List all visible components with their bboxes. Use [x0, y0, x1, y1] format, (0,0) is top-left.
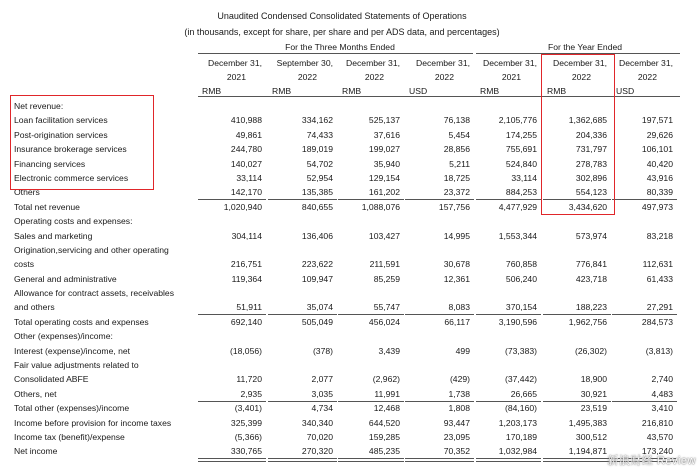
row-value: 506,240: [505, 273, 537, 284]
row-value: 216,810: [641, 417, 673, 428]
row-value: 304,114: [231, 230, 262, 241]
row-value: 284,573: [641, 316, 673, 327]
column-header-currency: RMB: [547, 86, 567, 96]
row-value: 300,512: [575, 431, 607, 442]
total-double-underline: [198, 458, 266, 462]
row-label: Net revenue:: [14, 101, 64, 111]
row-value: (2,962): [372, 374, 400, 385]
row-value: 1,495,383: [568, 417, 607, 428]
table-row: [0, 329, 700, 343]
total-double-underline: [405, 458, 474, 462]
row-value: 199,027: [368, 144, 400, 155]
row-value: 370,154: [505, 302, 537, 313]
table-row: [0, 416, 700, 430]
row-value: 840,655: [301, 201, 333, 212]
total-double-underline: [543, 458, 611, 462]
column-header-year: 2022: [297, 72, 317, 82]
group-underline-three-months: [198, 53, 473, 54]
table-row: [0, 286, 700, 300]
row-value: 70,020: [306, 431, 333, 442]
row-value: 423,718: [575, 273, 607, 284]
row-label: Post-origination services: [14, 129, 108, 140]
row-value: (429): [449, 374, 470, 385]
row-value: 5,211: [449, 158, 470, 169]
column-header-currency: USD: [409, 86, 428, 96]
column-header-date: December 31,: [346, 58, 400, 68]
row-value: 23,372: [443, 187, 470, 198]
row-value: (84,160): [504, 403, 537, 414]
row-label: Net income: [14, 446, 58, 457]
row-value: 760,858: [505, 259, 537, 270]
row-value: 2,105,776: [498, 115, 537, 126]
row-value: 3,439: [378, 345, 400, 356]
row-value: 37,616: [373, 129, 400, 140]
row-value: 11,720: [236, 374, 262, 385]
row-value: 505,049: [301, 316, 333, 327]
column-header-year: 2022: [434, 72, 454, 82]
row-value: 456,024: [368, 316, 400, 327]
row-label: General and administrative: [14, 273, 117, 284]
row-value: 83,218: [646, 230, 673, 241]
row-value: 1,362,685: [568, 115, 607, 126]
row-value: 109,947: [301, 273, 333, 284]
column-header-currency: RMB: [480, 86, 500, 96]
row-value: 223,622: [301, 259, 333, 270]
table-row: [0, 315, 700, 329]
row-value: 1,203,173: [498, 417, 537, 428]
row-value: 43,570: [646, 431, 673, 442]
column-header-date: December 31,: [208, 58, 262, 68]
row-value: 573,974: [575, 230, 607, 241]
row-value: 197,571: [641, 115, 673, 126]
row-value: (73,383): [504, 345, 537, 356]
row-label: Others: [14, 187, 40, 198]
column-header-year: 2021: [226, 72, 246, 82]
row-value: 644,520: [368, 417, 400, 428]
row-value: 270,320: [301, 446, 333, 457]
table-row: [0, 372, 700, 386]
row-label: Income before provision for income taxes: [14, 417, 172, 428]
row-value: 2,740: [651, 374, 673, 385]
row-value: 1,020,940: [223, 201, 262, 212]
table-row: [0, 272, 700, 286]
row-value: (26,302): [574, 345, 607, 356]
row-label: Other (expenses)/income:: [14, 331, 113, 342]
row-value: 1,553,344: [498, 230, 537, 241]
total-double-underline: [338, 458, 404, 462]
row-value: 170,189: [505, 431, 537, 442]
row-value: 410,988: [230, 115, 262, 126]
row-value: 1,962,756: [568, 316, 607, 327]
row-label: Financing services: [14, 158, 86, 169]
row-value: 74,433: [306, 129, 333, 140]
row-value: 8,083: [448, 302, 470, 313]
row-value: 1,808: [448, 403, 470, 414]
row-value: 204,336: [575, 129, 607, 140]
column-header-year: 2022: [637, 72, 657, 82]
table-row: [0, 243, 700, 257]
row-value: 157,756: [438, 201, 470, 212]
row-value: 189,019: [301, 144, 333, 155]
row-value: 43,916: [646, 172, 673, 183]
table-row: [0, 358, 700, 372]
row-value: 244,780: [230, 144, 262, 155]
column-header-currency: RMB: [202, 86, 222, 96]
row-value: 174,255: [505, 129, 537, 140]
group-header-three-months: For the Three Months Ended: [285, 42, 395, 52]
row-value: 54,702: [306, 158, 333, 169]
row-value: 18,900: [580, 374, 607, 385]
row-label: Insurance brokerage services: [14, 144, 127, 155]
row-label: Allowance for contract assets, receivables: [14, 288, 175, 299]
row-value: 2,077: [311, 374, 333, 385]
watermark: 新浪财经 Review: [607, 455, 696, 467]
highlight-box-revenue-labels: [10, 95, 154, 190]
row-value: 4,483: [651, 388, 673, 399]
row-value: 35,074: [306, 302, 333, 313]
row-value: 3,410: [651, 403, 673, 414]
row-value: 776,841: [575, 259, 607, 270]
row-value: (18,056): [229, 345, 262, 356]
group-header-year: For the Year Ended: [547, 42, 623, 52]
row-label: Others, net: [14, 388, 57, 399]
row-value: 161,202: [368, 187, 400, 198]
row-value: 211,591: [369, 259, 400, 270]
row-value: 2,935: [240, 388, 262, 399]
row-value: 525,137: [368, 115, 400, 126]
row-value: 129,154: [368, 172, 400, 183]
row-value: 5,454: [448, 129, 470, 140]
column-header-date: December 31,: [416, 58, 470, 68]
table-row: [0, 300, 700, 314]
table-row: [0, 257, 700, 271]
row-value: 3,434,620: [568, 201, 607, 212]
row-value: 12,468: [373, 403, 400, 414]
row-value: 76,138: [443, 115, 470, 126]
table-row: [0, 387, 700, 401]
row-value: 142,170: [230, 187, 262, 198]
row-value: 731,797: [575, 144, 607, 155]
row-value: 66,117: [444, 316, 470, 327]
row-value: 3,035: [311, 388, 333, 399]
row-value: 325,399: [230, 417, 262, 428]
row-value: 278,783: [575, 158, 607, 169]
row-value: 340,340: [301, 417, 333, 428]
row-value: 119,364: [231, 273, 262, 284]
row-label: Origination,servicing and other operating: [14, 244, 169, 255]
row-value: 29,626: [646, 129, 673, 140]
row-value: 51,911: [236, 302, 262, 313]
row-value: 70,352: [443, 446, 470, 457]
row-label: Loan facilitation services: [14, 115, 108, 126]
row-value: (378): [312, 345, 333, 356]
row-value: 40,420: [646, 158, 673, 169]
row-label: Consolidated ABFE: [14, 374, 89, 385]
column-header-currency: RMB: [342, 86, 362, 96]
table-row: [0, 229, 700, 243]
row-value: (5,366): [234, 431, 262, 442]
row-value: 755,691: [505, 144, 537, 155]
row-value: 93,447: [443, 417, 470, 428]
column-header-date: December 31,: [483, 58, 537, 68]
total-double-underline: [476, 458, 541, 462]
row-label: costs: [14, 259, 35, 270]
row-value: 61,433: [646, 273, 673, 284]
row-value: 52,954: [306, 172, 333, 183]
table-row: [0, 344, 700, 358]
row-value: 4,734: [311, 403, 333, 414]
row-value: 499: [455, 345, 470, 356]
row-value: 524,840: [505, 158, 537, 169]
column-header-date: December 31,: [619, 58, 673, 68]
row-value: 112,631: [642, 259, 673, 270]
row-label: Electronic commerce services: [14, 172, 129, 183]
statement-title: Unaudited Condensed Consolidated Statements of Operations: [217, 11, 467, 21]
row-value: 55,747: [373, 302, 400, 313]
row-value: 884,253: [505, 187, 537, 198]
column-header-year: 2022: [571, 72, 591, 82]
row-value: 35,940: [373, 158, 400, 169]
row-label: Total net revenue: [14, 201, 80, 212]
row-value: (3,401): [234, 403, 262, 414]
row-value: 18,725: [443, 172, 470, 183]
table-row: [0, 401, 700, 415]
table-row: [0, 444, 700, 458]
column-header-year: 2021: [501, 72, 521, 82]
row-value: 4,477,929: [498, 201, 537, 212]
statement-subtitle: (in thousands, except for share, per share and per ADS data, and percentages): [184, 27, 500, 37]
row-value: 136,406: [301, 230, 333, 241]
row-value: 188,223: [575, 302, 607, 313]
row-label: Fair value adjustments related to: [14, 360, 139, 371]
column-header-date: September 30,: [276, 58, 333, 68]
row-value: 302,896: [575, 172, 607, 183]
table-row: [0, 214, 700, 228]
row-label: Interest (expense)/income, net: [14, 345, 131, 356]
row-value: 14,995: [443, 230, 470, 241]
row-value: 80,339: [646, 187, 673, 198]
column-header-year: 2022: [364, 72, 384, 82]
row-value: 1,088,076: [361, 201, 400, 212]
row-value: (3,813): [645, 345, 673, 356]
row-value: 1,032,984: [498, 446, 537, 457]
row-value: 106,101: [641, 144, 673, 155]
row-value: 216,751: [230, 259, 262, 270]
row-value: 26,665: [510, 388, 537, 399]
row-value: 135,385: [301, 187, 333, 198]
row-label: Operating costs and expenses:: [14, 216, 133, 227]
row-value: 23,519: [580, 403, 607, 414]
highlight-box-year-2022-rmb: [541, 54, 615, 215]
row-value: 30,921: [580, 388, 607, 399]
row-value: 28,856: [443, 144, 470, 155]
row-value: 33,114: [236, 172, 262, 183]
total-double-underline: [268, 458, 337, 462]
row-value: 49,861: [235, 129, 262, 140]
row-value: (37,442): [504, 374, 537, 385]
column-header-date: December 31,: [553, 58, 607, 68]
row-value: 85,259: [373, 273, 400, 284]
column-header-currency: RMB: [272, 86, 292, 96]
row-value: 11,991: [374, 388, 400, 399]
row-value: 554,123: [575, 187, 607, 198]
row-value: 692,140: [230, 316, 262, 327]
row-label: Total operating costs and expenses: [14, 316, 149, 327]
row-label: and others: [14, 302, 55, 313]
row-label: Total other (expenses)/income: [14, 403, 130, 414]
table-row: [0, 430, 700, 444]
row-value: 140,027: [230, 158, 262, 169]
row-value: 12,361: [443, 273, 470, 284]
row-value: 3,190,596: [498, 316, 537, 327]
row-value: 485,235: [368, 446, 400, 457]
row-value: 103,427: [368, 230, 400, 241]
row-value: 173,240: [641, 446, 673, 457]
row-value: 30,678: [443, 259, 470, 270]
row-value: 334,162: [301, 115, 333, 126]
row-value: 1,194,871: [568, 446, 607, 457]
row-label: Sales and marketing: [14, 230, 93, 241]
row-value: 33,114: [511, 172, 537, 183]
row-value: 1,738: [448, 388, 470, 399]
row-value: 497,973: [641, 201, 673, 212]
row-label: Income tax (benefit)/expense: [14, 431, 125, 442]
row-value: 159,285: [368, 431, 400, 442]
row-value: 27,291: [646, 302, 673, 313]
column-header-currency: USD: [616, 86, 635, 96]
row-value: 23,095: [443, 431, 470, 442]
row-value: 330,765: [230, 446, 262, 457]
